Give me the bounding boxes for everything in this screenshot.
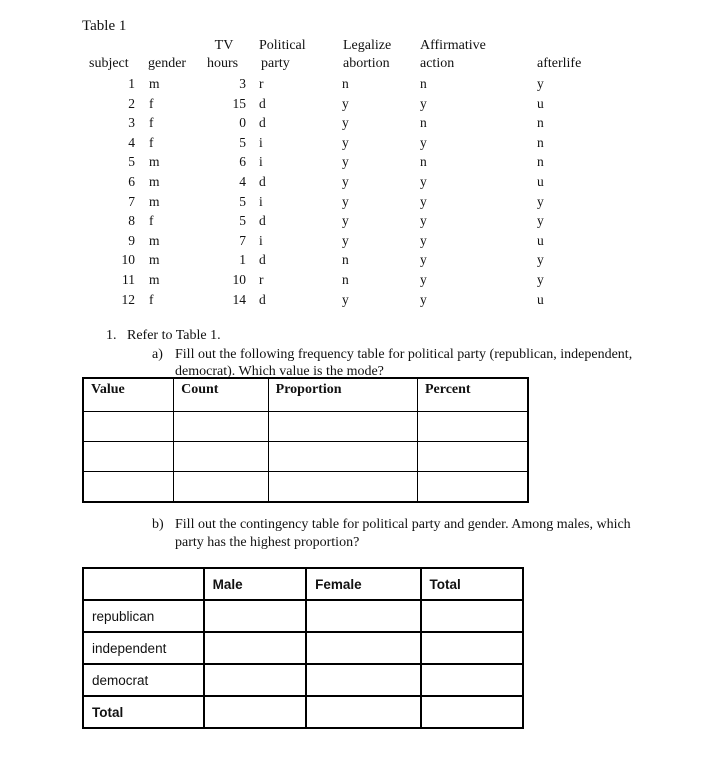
cell-afterlife: y [537,213,544,229]
cont-cell[interactable] [204,632,306,664]
col-header-abortion-bottom: abortion [343,56,390,71]
cell-tv-hours: 7 [239,232,246,248]
frequency-table [82,377,529,503]
cell-gender: f [149,134,154,150]
cell-afterlife: y [537,252,544,268]
cell-subject: 5 [128,154,135,170]
col-header-affirm-top: Affirmative [420,38,486,53]
cell-abortion: y [342,95,349,111]
cont-row-label: Total [83,696,204,728]
freq-cell[interactable] [417,472,528,503]
cell-afterlife: n [537,115,544,131]
cell-abortion: y [342,291,349,307]
cell-affirmative-action: n [420,115,427,131]
cell-party: d [259,174,266,189]
contingency-row-democrat [83,664,523,696]
cont-cell[interactable] [204,696,306,728]
part-b-line1: Fill out the contingency table for political party and gender. Among males, which [175,517,631,532]
contingency-header-row [83,568,523,600]
contingency-row-republican [83,600,523,632]
cont-cell[interactable] [306,600,420,632]
freq-cell[interactable] [268,442,417,472]
cell-tv-hours: 14 [232,291,246,307]
freq-cell[interactable] [174,442,269,472]
cell-affirmative-action: y [420,232,427,248]
part-b-line2: party has the highest proportion? [175,535,360,550]
question-number: 1. [106,328,117,343]
cell-gender: m [149,174,160,189]
freq-header-percent: Percent [417,378,528,412]
col-header-party-bottom: party [261,56,290,71]
freq-cell[interactable] [268,472,417,503]
frequency-blank-row [83,412,528,442]
cell-afterlife: u [537,174,544,189]
cell-affirmative-action: y [420,174,427,189]
cell-party: d [259,213,266,229]
freq-cell[interactable] [174,472,269,503]
contingency-row-total [83,696,523,728]
cell-gender: f [149,95,154,111]
cell-affirmative-action: n [420,154,427,170]
cell-gender: f [149,291,154,307]
part-a-line1: Fill out the following frequency table for political party (republican, independent, [175,347,633,362]
part-a-line2: democrat). Which value is the mode? [175,364,384,379]
cont-header-female: Female [306,568,420,600]
col-header-tv-top: TV [214,38,234,53]
cell-afterlife: y [537,193,544,209]
cell-party: d [259,252,266,268]
freq-cell[interactable] [268,412,417,442]
cell-party: d [259,95,266,111]
cell-afterlife: n [537,154,544,170]
cell-gender: m [149,252,160,268]
cell-abortion: y [342,232,349,248]
freq-cell[interactable] [417,442,528,472]
cell-afterlife: y [537,272,544,287]
cell-abortion: y [342,213,349,229]
cell-abortion: y [342,134,349,150]
freq-cell[interactable] [83,442,174,472]
question-text: Refer to Table 1. [127,328,221,343]
cell-tv-hours: 5 [239,213,246,229]
cell-tv-hours: 6 [239,154,246,170]
col-header-party-top: Political [259,38,306,53]
freq-header-proportion: Proportion [268,378,417,412]
cell-tv-hours: 15 [232,95,246,111]
col-header-affirm-bottom: action [420,56,455,71]
cell-abortion: y [342,193,349,209]
cell-gender: f [149,115,154,131]
part-b-label: b) [152,517,164,532]
freq-cell[interactable] [417,412,528,442]
cont-cell[interactable] [306,696,420,728]
cont-header-total: Total [421,568,523,600]
cell-afterlife: n [537,134,544,150]
col-header-subject: subject [89,56,129,71]
cell-tv-hours: 5 [239,193,246,209]
cell-abortion: n [342,252,349,268]
cell-subject: 1 [128,76,135,91]
cell-subject: 12 [121,291,135,307]
cell-afterlife: u [537,291,544,307]
cell-affirmative-action: y [420,193,427,209]
cell-subject: 7 [128,193,135,209]
cell-gender: m [149,232,160,248]
cont-cell[interactable] [306,632,420,664]
cell-subject: 8 [128,213,135,229]
cell-tv-hours: 0 [239,115,246,131]
cell-afterlife: u [537,232,544,248]
cell-party: d [259,291,266,307]
col-header-afterlife: afterlife [537,56,582,71]
cont-cell[interactable] [421,632,523,664]
freq-cell[interactable] [174,412,269,442]
cell-abortion: y [342,154,349,170]
freq-header-value: Value [83,378,174,412]
cell-abortion: n [342,76,349,91]
contingency-row-independent [83,632,523,664]
cont-row-label: democrat [83,664,204,696]
cont-cell[interactable] [421,664,523,696]
cell-gender: m [149,154,160,170]
part-a-label: a) [152,347,163,362]
cell-subject: 2 [128,95,135,111]
cell-party: i [259,134,263,150]
cell-affirmative-action: y [420,213,427,229]
col-header-tv-bottom: hours [207,56,239,71]
cell-subject: 6 [128,174,135,189]
frequency-blank-row [83,442,528,472]
cell-affirmative-action: y [420,272,427,287]
freq-cell[interactable] [83,472,174,503]
cell-tv-hours: 3 [239,76,246,91]
cell-party: d [259,115,266,131]
cont-row-label: republican [83,600,204,632]
cell-subject: 10 [121,252,135,268]
freq-cell[interactable] [83,412,174,442]
cell-subject: 3 [128,115,135,131]
cell-afterlife: y [537,76,544,91]
cell-subject: 9 [128,232,135,248]
cont-header-male: Male [204,568,306,600]
cell-affirmative-action: n [420,76,427,91]
frequency-blank-row [83,472,528,503]
cell-tv-hours: 4 [239,174,246,189]
cont-row-label: independent [83,632,204,664]
cell-gender: m [149,193,160,209]
cell-subject: 11 [122,272,135,287]
freq-header-count: Count [174,378,269,412]
cell-gender: m [149,76,160,91]
cell-party: r [259,272,264,287]
cell-subject: 4 [128,134,135,150]
cell-party: i [259,154,263,170]
table-title: Table 1 [82,18,127,34]
cont-cell[interactable] [204,664,306,696]
cell-abortion: y [342,115,349,131]
cell-affirmative-action: y [420,252,427,268]
col-header-abortion-top: Legalize [343,38,392,53]
cont-cell[interactable] [204,600,306,632]
col-header-gender: gender [148,56,187,71]
cell-party: i [259,193,263,209]
cell-party: r [259,76,264,91]
cont-cell[interactable] [421,696,523,728]
cell-abortion: y [342,174,349,189]
cell-gender: m [149,272,160,287]
cell-tv-hours: 10 [232,272,246,287]
frequency-header-row [83,378,528,412]
cont-header-corner [83,568,204,600]
cont-cell[interactable] [421,600,523,632]
cell-party: i [259,232,263,248]
cell-tv-hours: 1 [239,252,246,268]
cell-tv-hours: 5 [239,134,246,150]
cell-afterlife: u [537,95,544,111]
cont-cell[interactable] [306,664,420,696]
cell-affirmative-action: y [420,134,427,150]
cell-abortion: n [342,272,349,287]
contingency-table [82,567,524,729]
cell-affirmative-action: y [420,291,427,307]
cell-affirmative-action: y [420,95,427,111]
cell-gender: f [149,213,154,229]
